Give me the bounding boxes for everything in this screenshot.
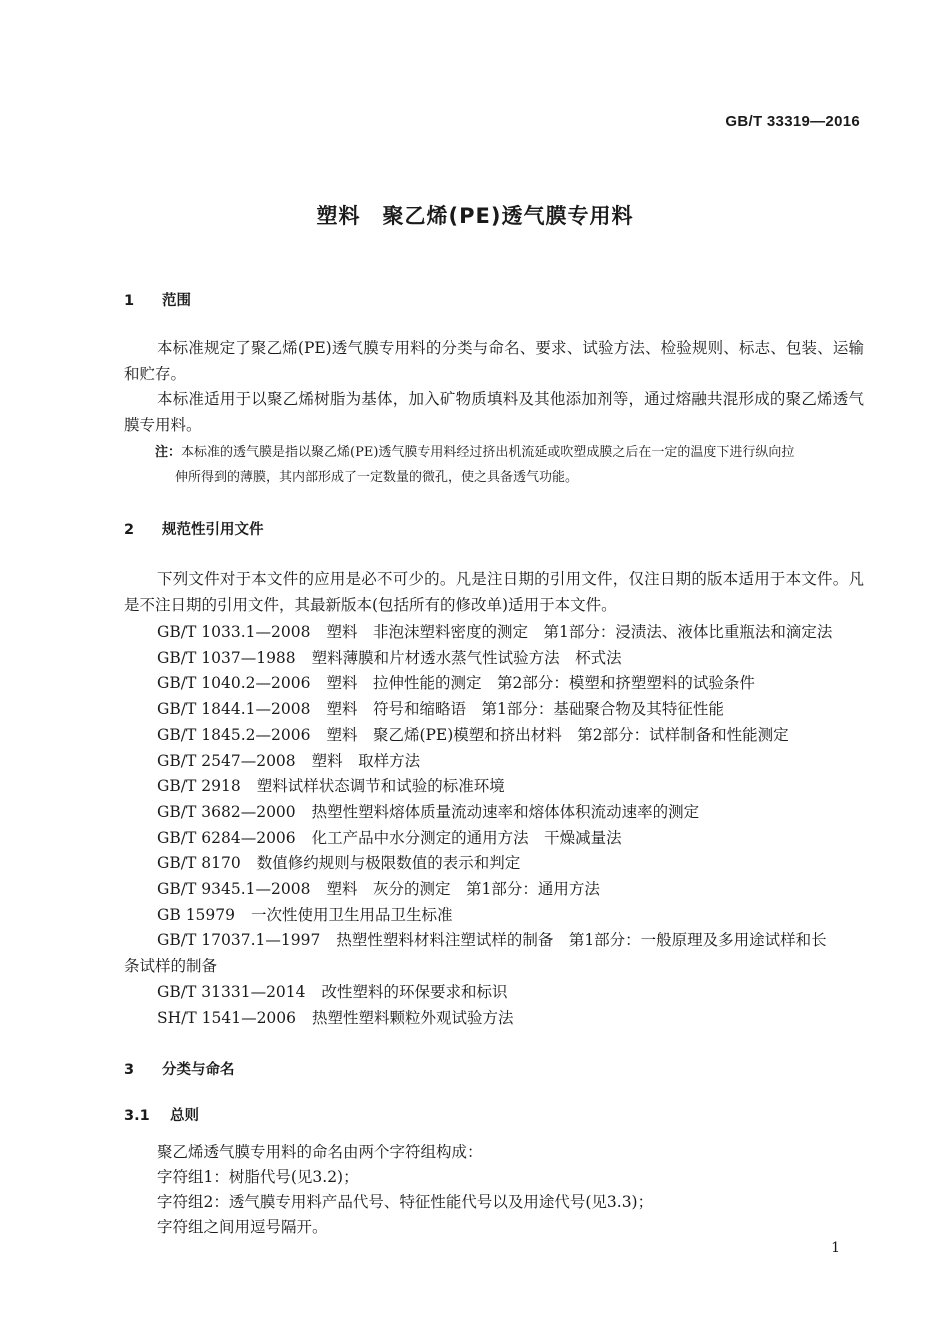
reference-code: GB/T 6284—2006 [157,828,296,847]
reference-item [124,1006,869,1032]
reference-title: 塑料 灰分的测定 第1部分：通用方法 [326,880,600,899]
section-number: 2 [124,522,135,538]
reference-title: 一次性使用卫生用品卫生标准 [251,905,453,924]
naming-line-2: 字符组1：树脂代号(见3.2)； [157,1168,359,1186]
note-label: 注： [155,445,182,460]
reference-code: GB/T 3682—2000 [157,802,296,821]
reference-code: GB/T 1037—1988 [157,648,296,667]
section-3-heading [124,1058,235,1079]
reference-title: 塑料薄膜和片材透水蒸气性试验方法 杯式法 [311,648,622,667]
reference-title: 塑料试样状态调节和试验的标准环境 [256,777,505,796]
reference-item [124,826,869,852]
note-text-line-2: 伸所得到的薄膜，其内部形成了一定数量的微孔，使之具备透气功能。 [175,470,579,485]
reference-code: GB/T 8170 [157,854,241,873]
reference-title: 塑料 非泡沫塑料密度的测定 第1部分：浸渍法、液体比重瓶法和滴定法 [326,623,833,641]
section-number: 1 [124,293,135,309]
reference-item [124,928,869,979]
reference-code: GB/T 2547—2008 [157,751,296,770]
reference-title: 塑料 拉伸性能的测定 第2部分：模塑和挤塑塑料的试验条件 [326,674,755,693]
reference-code: GB/T 1040.2—2006 [157,674,311,693]
naming-line-1: 聚乙烯透气膜专用料的命名由两个字符组构成： [157,1143,483,1161]
reference-item [124,697,869,723]
reference-item [124,903,869,929]
standard-code: GB/T 33319—2016 [725,113,860,130]
reference-code: GB/T 1845.2—2006 [157,725,311,744]
reference-title: 数值修约规则与极限数值的表示和判定 [256,854,521,873]
reference-title: 热塑性塑料熔体质量流动速率和熔体体积流动速率的测定 [311,802,700,821]
reference-item [124,774,869,800]
document-title: 塑料 聚乙烯(PE)透气膜专用料 [316,204,634,228]
scope-note [155,440,865,490]
reference-code: SH/T 1541—2006 [157,1008,297,1027]
section-title: 规范性引用文件 [162,522,264,538]
reference-item [124,646,869,672]
naming-line-3: 字符组2：透气膜专用料产品代号、特征性能代号以及用途代号(见3.3)； [157,1193,654,1211]
reference-item [124,851,869,877]
reference-item [124,723,869,749]
reference-item [124,620,869,646]
reference-item [124,671,869,697]
reference-code: GB/T 31331—2014 [157,982,306,1001]
reference-code: GB/T 1033.1—2008 [157,623,311,641]
scope-paragraph-2: 本标准适用于以聚乙烯树脂为基体，加入矿物质填料及其他添加剂等，通过熔融共混形成的聚乙烯透气膜专用料。 [124,390,864,434]
section-title: 总则 [170,1108,199,1124]
references-intro: 下列文件对于本文件的应用是必不可少的。凡是注日期的引用文件，仅注日期的版本适用于本文件。凡是不注日期的引用文件，其最新版本(包括所有的修改单)适用于本文件。 [124,570,864,614]
normative-references-list [124,620,869,1031]
naming-line-4: 字符组之间用逗号隔开。 [157,1218,328,1236]
reference-code: GB/T 1844.1—2008 [157,700,311,719]
reference-title: 塑料 聚乙烯(PE)模塑和挤出材料 第2部分：试样制备和性能测定 [326,725,789,744]
reference-item [124,800,869,826]
reference-item [124,749,869,775]
reference-code: GB/T 2918 [157,777,241,796]
scope-paragraph-1: 本标准规定了聚乙烯(PE)透气膜专用料的分类与命名、要求、试验方法、检验规则、标志、包装、运输和贮存。 [124,339,864,383]
reference-title: 改性塑料的环保要求和标识 [321,982,508,1001]
note-text-line-1: 本标准的透气膜是指以聚乙烯(PE)透气膜专用料经过挤出机流延或吹塑成膜之后在一定的温度下进行纵向拉 [181,445,795,460]
section-2-heading [124,518,264,539]
section-number: 3 [124,1062,135,1078]
reference-code: GB 15979 [157,905,236,924]
reference-title: 塑料 取样方法 [311,751,421,770]
section-title: 分类与命名 [162,1062,235,1078]
section-number: 3.1 [124,1108,150,1124]
reference-code: GB/T 9345.1—2008 [157,880,311,899]
reference-title: 化工产品中水分测定的通用方法 干燥减量法 [311,828,622,847]
page-number: 1 [831,1240,840,1256]
section-3-1-heading [124,1104,199,1125]
reference-title: 热塑性塑料颗粒外观试验方法 [312,1008,514,1027]
reference-code: GB/T 17037.1—1997 [157,931,321,950]
section-title: 范围 [162,293,191,309]
section-1-heading [124,289,191,310]
reference-title-continuation: 条试样的制备 [124,957,218,976]
reference-item [124,877,869,903]
reference-title: 塑料 符号和缩略语 第1部分：基础聚合物及其特征性能 [326,700,724,719]
reference-title: 热塑性塑料材料注塑试样的制备 第1部分：一般原理及多用途试样和长 [336,931,827,950]
reference-item [124,980,869,1006]
